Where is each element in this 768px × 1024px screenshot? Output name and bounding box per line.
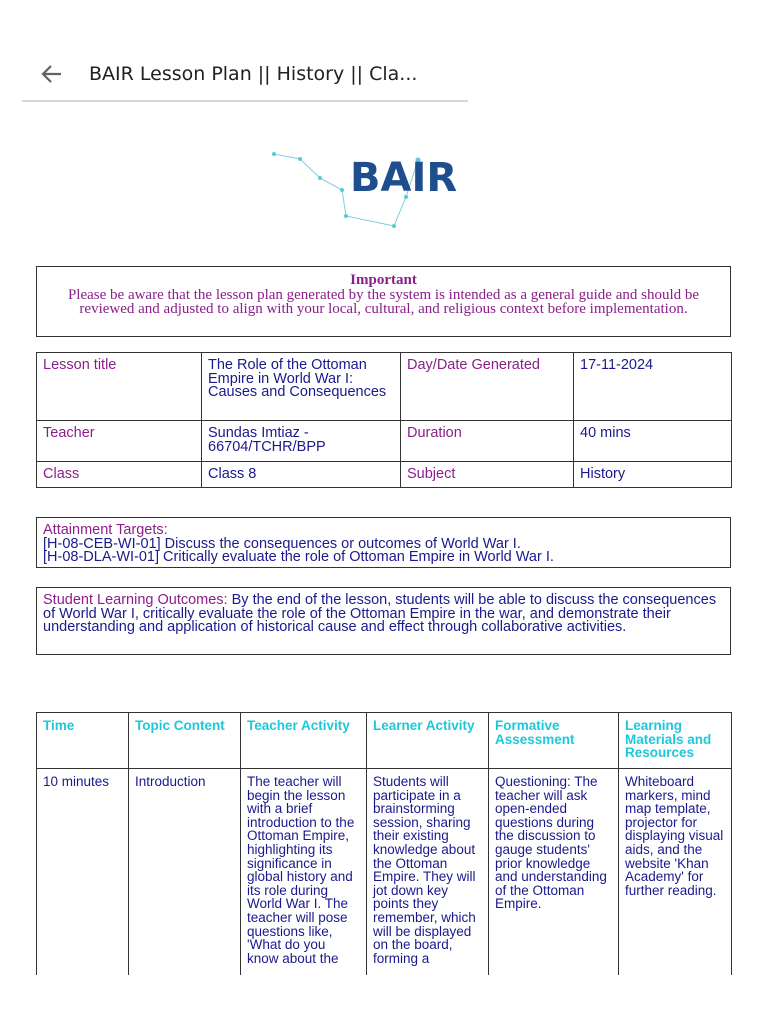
document-title: BAIR Lesson Plan || History || Cla...	[89, 63, 418, 85]
table-row	[37, 769, 732, 976]
target-item: [H-08-DLA-WI-01] Critically evaluate the role of Ottoman Empire in World War I.	[43, 549, 554, 565]
cell-teacher-activity: The teacher will begin the lesson with a brief introduction to the Ottoman Empire, highlighting its significance in global history and its role during World War I. The teacher will pose questions like, 'What do you know about the	[241, 769, 367, 976]
teacher-label: Teacher	[37, 421, 202, 462]
date-value: 17-11-2024	[574, 353, 732, 421]
notice-title: Important	[350, 272, 417, 288]
cell-topic: Introduction	[129, 769, 241, 976]
lesson-plan-table	[36, 712, 732, 975]
outcomes-text: By the end of the lesson, students will be able to discuss the consequences of World War I, critically evaluate the role of the Ottoman Empire in the war, and demonstrate their understanding and application of historical cause and effect through collaborative activities.	[43, 592, 717, 635]
col-header-time: Time	[37, 713, 129, 769]
targets-label: Attainment Targets:	[43, 522, 168, 538]
outcomes-label: Student Learning Outcomes:	[43, 592, 228, 608]
duration-value: 40 mins	[574, 421, 732, 462]
notice-body: Please be aware that the lesson plan generated by the system is intended as a general guide and should be reviewed and adjusted to align with your local, cultural, and religious context before implementation.	[67, 286, 700, 317]
lesson-title-value: The Role of the Ottoman Empire in World War I: Causes and Consequences	[202, 353, 401, 421]
logo-text: BAIR	[350, 155, 458, 201]
table-header-row	[37, 713, 732, 769]
lesson-title-label: Lesson title	[37, 353, 202, 421]
subject-label: Subject	[401, 462, 574, 488]
cell-time: 10 minutes	[37, 769, 129, 976]
teacher-value: Sundas Imtiaz - 66704/TCHR/BPP	[202, 421, 401, 462]
col-header-materials: Learning Materials and Resources	[619, 713, 732, 769]
subject-value: History	[574, 462, 732, 488]
cell-materials: Whiteboard markers, mind map template, projector for displaying visual aids, and the website 'Khan Academy' for further reading.	[619, 769, 732, 976]
date-label: Day/Date Generated	[401, 353, 574, 421]
cell-formative-assessment: Questioning: The teacher will ask open-ended questions during the discussion to gauge students' prior knowledge and understanding of the Ottoman Empire.	[489, 769, 619, 976]
duration-label: Duration	[401, 421, 574, 462]
col-header-formative-assessment: Formative Assessment	[489, 713, 619, 769]
cell-learner-activity: Students will participate in a brainstorming session, sharing their existing knowledge about the Ottoman Empire. They will jot down key points they remember, which will be displayed on the board, forming a	[367, 769, 489, 976]
target-item: [H-08-CEB-WI-01] Discuss the consequences or outcomes of World War I.	[43, 535, 521, 552]
col-header-teacher-activity: Teacher Activity	[241, 713, 367, 769]
col-header-topic: Topic Content	[129, 713, 241, 769]
col-header-learner-activity: Learner Activity	[367, 713, 489, 769]
class-value: Class 8	[202, 462, 401, 488]
class-label: Class	[37, 462, 202, 488]
